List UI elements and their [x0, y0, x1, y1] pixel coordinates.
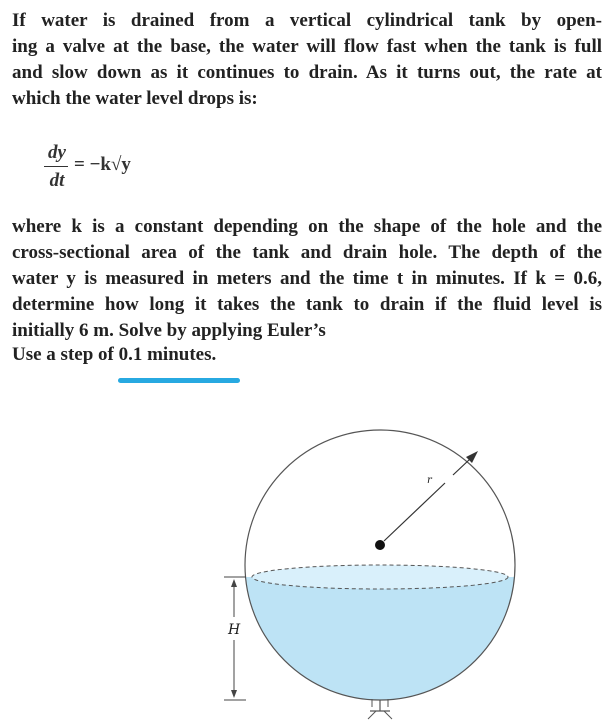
center-dot — [375, 540, 385, 550]
radius-line — [384, 483, 445, 541]
fraction-numerator: dy — [48, 142, 66, 163]
spherical-tank-diagram — [200, 395, 530, 720]
highlight-underline — [118, 378, 240, 383]
problem-paragraph-1 — [12, 8, 602, 112]
text-line: If water is drained from a vertical cylindrical tank by open- — [12, 10, 602, 31]
step-size-line: Use a step of 0.1 minutes. — [12, 344, 217, 365]
fraction-denominator: dt — [49, 170, 65, 191]
text-line: water y is measured in meters and the time t in minutes. If k = 0.6, — [12, 268, 602, 289]
text-line: where k is a constant depending on the shape of the hole and the — [12, 216, 602, 237]
water-region — [240, 565, 520, 720]
text-line: determine how long it takes the tank to drain if the fluid level is — [12, 294, 602, 315]
text-line: ing a valve at the base, the water will flow fast when the tank is full — [12, 36, 602, 57]
text-line: which the water level drops is: — [12, 88, 258, 109]
text-line: initially 6 m. Solve by applying Euler’s — [12, 320, 326, 341]
height-dimension — [224, 577, 246, 700]
drain-valve-icon — [368, 699, 392, 719]
radius-label: r — [427, 475, 432, 486]
fraction-bar — [44, 166, 68, 167]
derivative-fraction — [44, 142, 70, 192]
text-line: cross-sectional area of the tank and drain hole. The depth of the — [12, 242, 602, 263]
height-label: H — [228, 622, 241, 638]
text-line: and slow down as it continues to drain. As it turns out, the rate at — [12, 62, 602, 83]
equation-rhs: = −k√y — [74, 154, 131, 175]
radius-line-end — [453, 459, 470, 475]
problem-paragraph-2 — [12, 214, 602, 344]
